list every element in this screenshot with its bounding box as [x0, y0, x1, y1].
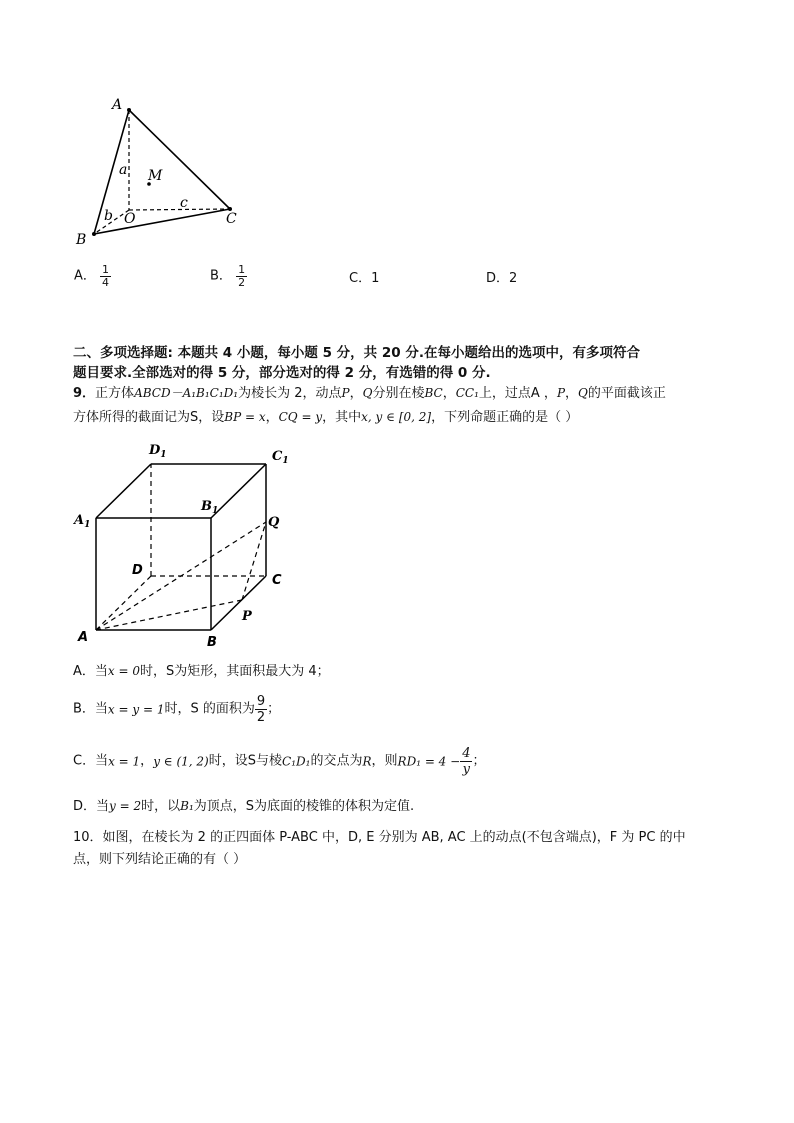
q9-option-b-text-a: B．当 [73, 701, 108, 717]
q9-cq: CQ = y [278, 410, 323, 424]
q9-option-c-den: y [462, 762, 470, 777]
q8-option-d-value: 2 [509, 271, 518, 286]
q9-text-b: 为棱长为 2，动点 [238, 386, 342, 401]
q8-option-c [349, 270, 379, 288]
q9-option-c-text-b: 时，设S与棱 [208, 753, 283, 769]
q8-option-a-label: A． [74, 268, 96, 284]
label-c: c [180, 195, 188, 211]
label-cube-B: B [207, 635, 217, 650]
q9-option-d-cond: y = 2 [109, 799, 142, 813]
label-cube-C1: $C_1$ [272, 449, 289, 466]
q9-text-g: ，其中 [322, 410, 362, 425]
q9-domain: x, y ∈ [0, 2] [361, 410, 432, 424]
label-M: M [148, 168, 163, 184]
vertex-B-dot [92, 232, 96, 236]
q9-option-b [73, 694, 280, 725]
q9-option-a-text-a: A．当 [73, 664, 108, 679]
label-cube-C: C [272, 573, 282, 588]
q9-line2 [73, 408, 578, 427]
vertex-A-dot [127, 108, 131, 112]
q9-var-q2: Q [578, 386, 588, 400]
label-cube-P: P [242, 609, 252, 624]
q9-option-c-num: 4 [462, 746, 471, 761]
q9-option-d-text-b: 时，以 [141, 799, 181, 814]
label-B: B [76, 232, 87, 248]
label-cube-D: D [132, 563, 143, 578]
q8-option-c-value: 1 [371, 271, 380, 286]
q8-option-d-label: D． [486, 271, 510, 286]
label-a: a [119, 162, 128, 178]
q9-text-h: ，下列命题正确的是（ ） [431, 410, 579, 425]
q9-sep3: ， [565, 386, 579, 401]
q9-sep2: ， [442, 386, 456, 401]
q9-option-c-text-d: ，则 [371, 753, 398, 769]
q9-option-c [73, 746, 485, 777]
section-A-P [96, 600, 242, 630]
q9-text-d: 上，过点A ， [478, 386, 557, 401]
label-cube-B1: $B_1$ [201, 499, 219, 516]
q9-var-p: P [341, 386, 350, 400]
q9-option-c-text-a: C．当 [73, 753, 109, 769]
q9-option-c-sep: ， [140, 753, 154, 769]
q10-line1: 10．如图，在棱长为 2 的正四面体 P-ABC 中，D, E 分别为 AB, AC 上的动点(不包含端点)，F 为 PC 的中 [73, 830, 686, 845]
q9-text-c: 分别在棱 [372, 386, 425, 401]
q10-line2: 点，则下列结论正确的有（ ） [73, 852, 247, 867]
label-A: A [112, 97, 123, 113]
q8-option-b [210, 264, 247, 289]
edge-BC [94, 209, 230, 234]
label-cube-A: A [78, 630, 89, 645]
q9-option-d-text-a: D．当 [73, 799, 110, 814]
q9-option-b-text-c: ； [267, 701, 281, 717]
q8-option-c-label: C． [349, 271, 372, 286]
q9-edge-bc: BC [424, 386, 443, 400]
q9-option-a-text-b: 时，S为矩形，其面积最大为 4； [140, 664, 330, 679]
q9-option-b-den: 2 [256, 710, 266, 725]
q9-option-c-var-r: R [362, 754, 372, 769]
q9-option-c-edge: C₁D₁ [282, 754, 311, 769]
q9-sep4: ， [265, 410, 279, 425]
q8-option-b-label: B． [210, 268, 232, 284]
q9-option-c-fraction [460, 746, 472, 777]
q9-option-c-cond1: x = 1 [108, 754, 141, 769]
q9-sep1: ， [349, 386, 363, 401]
q9-option-b-text-b: 时，S 的面积为 [164, 701, 255, 717]
edge-A-D [96, 576, 151, 630]
q9-text-e: 的平面截该正 [587, 386, 666, 401]
figure-cube [70, 438, 300, 652]
q9-option-c-text-e: ； [472, 753, 486, 769]
edge-C1-B1 [211, 464, 266, 518]
q8-option-b-fraction [236, 264, 247, 289]
edge-C-B [211, 576, 266, 630]
edge-A1-D1 [96, 464, 151, 518]
q9-option-c-text-c: 的交点为 [310, 753, 363, 769]
q9-cube-name: ABCD－A₁B₁C₁D₁ [134, 386, 239, 400]
label-O: O [124, 211, 136, 227]
q9-option-a [73, 662, 330, 681]
q8-option-a-num: 1 [102, 263, 110, 276]
q9-option-d-text-c: 为顶点，S为底面的棱锥的体积为定值. [193, 799, 415, 814]
q9-bp: BP = x [224, 410, 266, 424]
q9-option-b-num: 9 [256, 694, 266, 709]
q9-option-a-cond: x = 0 [107, 664, 140, 678]
q8-option-d [486, 270, 517, 288]
q8-option-b-num: 1 [238, 263, 246, 276]
q9-option-c-expr: RD₁ = 4 − [397, 754, 461, 769]
q9-option-d-point: B₁ [180, 799, 194, 813]
q9-option-b-cond: x = y = 1 [107, 702, 165, 717]
label-cube-A1: $A_1$ [74, 513, 91, 530]
q9-text-a: 正方体 [95, 386, 135, 401]
q9-text-f: 方体所得的截面记为S，设 [73, 410, 225, 425]
section-A-Q [96, 522, 266, 630]
label-b: b [104, 208, 113, 224]
section2-heading-line2: 题目要求.全部选对的得 5 分，部分选对的得 2 分，有选错的得 0 分. [73, 365, 491, 381]
q9-var-q: Q [362, 386, 373, 400]
q9-option-b-fraction [255, 694, 267, 725]
q9-option-c-cond2: y ∈ (1, 2) [153, 754, 209, 769]
q8-option-a-den: 4 [102, 276, 110, 289]
q9-number: 9． [73, 386, 96, 401]
q9-line1 [73, 384, 666, 403]
section2-heading-line1: 二、多项选择题: 本题共 4 小题，每小题 5 分，共 20 分.在每小题给出的选项中，有多项符合 [73, 345, 640, 361]
q9-option-d [73, 797, 414, 816]
q8-option-a-fraction [100, 264, 111, 289]
label-cube-D1: $D_1$ [149, 443, 167, 460]
q9-var-p2: P [556, 386, 566, 400]
figure-tetrahedron [70, 92, 250, 252]
q9-edge-cc1: CC₁ [455, 386, 479, 400]
label-cube-Q: Q [268, 515, 280, 530]
q8-option-b-den: 2 [238, 276, 246, 289]
q8-option-a [74, 264, 111, 289]
label-C: C [226, 211, 237, 227]
